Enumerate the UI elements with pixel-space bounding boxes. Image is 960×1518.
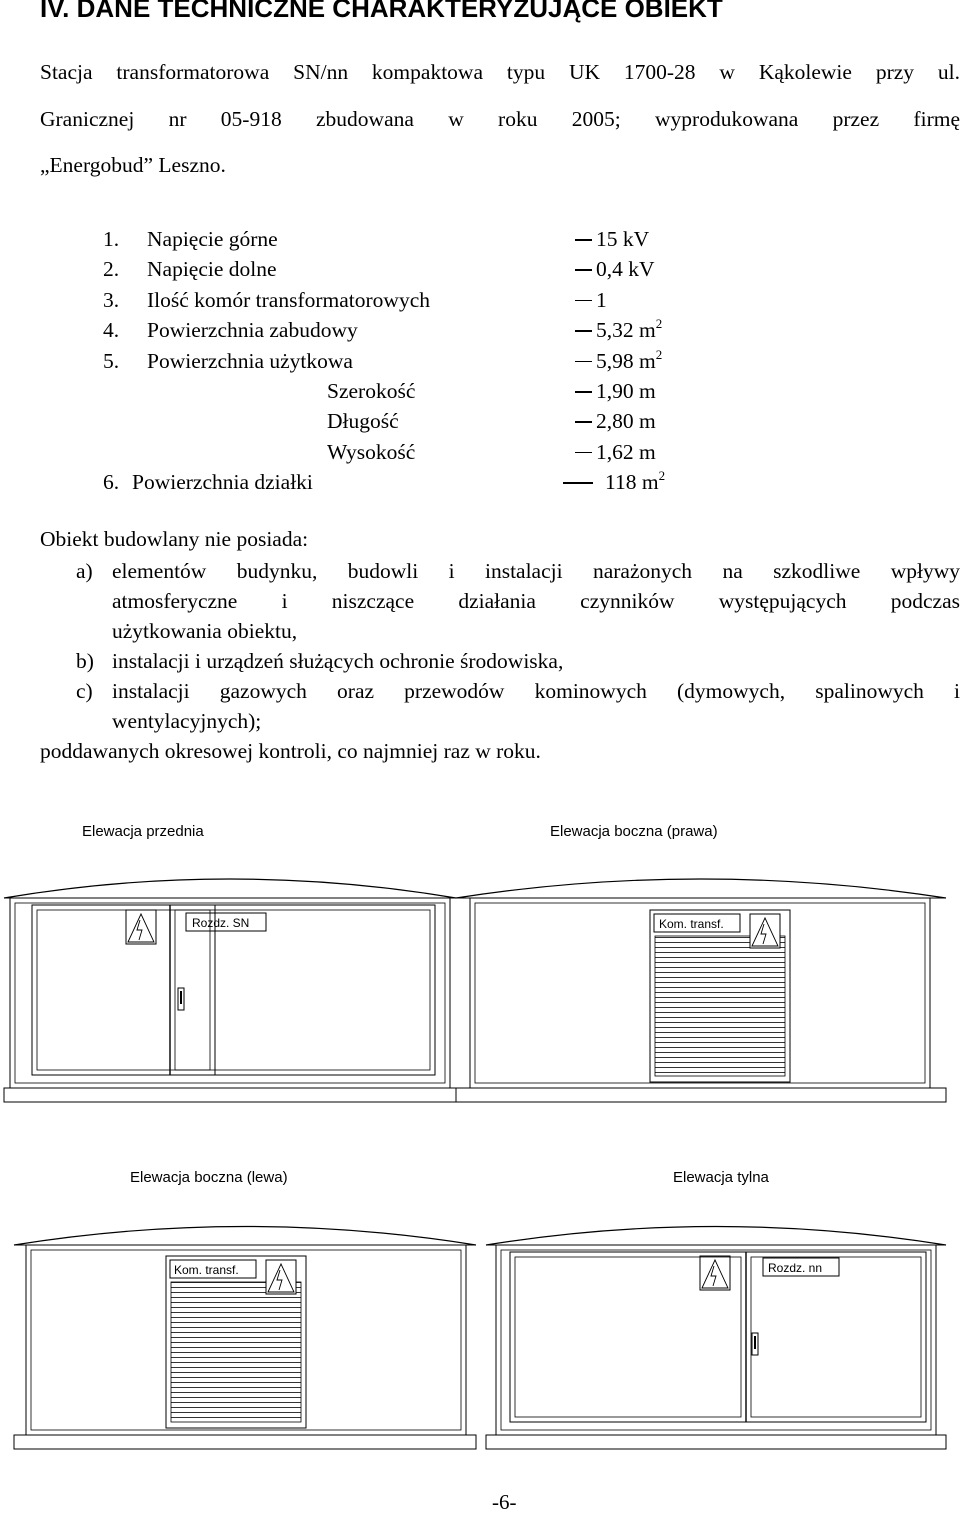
wall-inner xyxy=(15,903,445,1083)
spec-value-text: 2,80 m xyxy=(596,409,656,434)
roof-line xyxy=(456,879,946,898)
intro-line-1: Stacja transformatorowa SN/nn kompaktowa typu UK 1700-28 w Kąkolewie przy ul. xyxy=(40,60,960,84)
spec-value-text: 0,4 kV xyxy=(596,257,655,282)
door-label: Kom. transf. xyxy=(174,1263,239,1277)
door-panel xyxy=(746,1252,926,1422)
spec-value-text: 5,98 m xyxy=(596,348,656,373)
spec-value-text: 1 xyxy=(596,287,607,312)
list-item-line: atmosferyczne i niszczące działania czynników występujących podczas xyxy=(112,589,960,613)
left-side-elevation xyxy=(14,1169,476,1449)
door-panel xyxy=(510,1252,746,1422)
spec-value-superscript: 2 xyxy=(658,468,666,484)
list-marker: b) xyxy=(76,649,94,673)
warning-plate xyxy=(750,914,780,948)
spec-number: 5. xyxy=(103,348,120,373)
roof-line xyxy=(486,1227,946,1246)
closing-line: poddawanych okresowej kontroli, co najmniej raz w roku. xyxy=(40,739,541,763)
list-item-line: wentylacyjnych); xyxy=(112,709,262,733)
right-elevation-title: Elewacja boczna (prawa) xyxy=(550,823,718,840)
foundation-plinth xyxy=(456,1088,946,1102)
door-panel-inner xyxy=(175,910,430,1070)
section-heading: IV. DANE TECHNICZNE CHARAKTERYZUJĄCE OBIEKT xyxy=(40,0,723,23)
spec-value-text: 5,32 m xyxy=(596,318,656,343)
door-label: Kom. transf. xyxy=(659,917,724,931)
wall-outline xyxy=(496,1245,936,1435)
spec-label: Wysokość xyxy=(327,439,416,464)
foundation-plinth xyxy=(14,1435,476,1449)
door-panel-inner xyxy=(751,1257,921,1417)
spec-number: 2. xyxy=(103,257,120,282)
spec-label: Ilość komór transformatorowych xyxy=(147,287,431,312)
spec-value-superscript: 2 xyxy=(655,346,663,362)
louvre-grille xyxy=(655,936,785,1076)
door-label: Rozdz. nn xyxy=(768,1261,823,1275)
list-item-line: instalacji i urządzeń służących ochronie środowiska, xyxy=(112,649,564,673)
spec-value-text: 1,62 m xyxy=(596,439,656,464)
lightning-warning-icon xyxy=(702,1260,728,1288)
foundation-plinth xyxy=(486,1435,946,1449)
door-label: Rozdz. SN xyxy=(192,916,250,930)
lightning-bolt-icon xyxy=(711,1266,716,1286)
rear-elevation xyxy=(486,1169,946,1449)
spec-label: Powierzchnia zabudowy xyxy=(147,318,358,343)
spec-label: Długość xyxy=(327,409,399,434)
foundation-plinth xyxy=(4,1088,456,1102)
spec-value-text: 15 kV xyxy=(596,227,650,251)
list-item-line: elementów budynku, budowli i instalacji narażonych na szkodliwe wpływy xyxy=(112,559,960,583)
spec-label: Powierzchnia użytkowa xyxy=(147,348,353,373)
intro-line-2: Granicznej nr 05-918 zbudowana w roku 2005; wyprodukowana przez firmę xyxy=(40,106,960,131)
list-marker: c) xyxy=(76,679,93,703)
spec-number: 3. xyxy=(103,287,120,312)
spec-label: Napięcie górne xyxy=(147,227,278,251)
roof-line xyxy=(14,1227,476,1246)
spec-value-superscript: 2 xyxy=(655,316,663,332)
page-number: -6- xyxy=(492,1490,517,1514)
warning-plate xyxy=(126,910,156,944)
warning-plate xyxy=(700,1256,730,1290)
lightning-warning-icon xyxy=(128,914,154,942)
spec-number: 1. xyxy=(103,227,120,251)
lightning-bolt-icon xyxy=(137,920,142,940)
front-elevation-title: Elewacja przednia xyxy=(82,823,204,840)
spec-number: 4. xyxy=(103,318,120,343)
warning-plate xyxy=(266,1260,296,1294)
list-marker: a) xyxy=(76,559,93,583)
list-item-line: użytkowania obiektu, xyxy=(112,619,298,643)
roof-line xyxy=(4,879,456,898)
rear-elevation-title: Elewacja tylna xyxy=(673,1169,769,1186)
right-side-elevation xyxy=(456,823,946,1102)
list-item-line: instalacji gazowych oraz przewodów kominowych (dymowych, spalinowych i xyxy=(112,679,960,703)
spec-value-text: 1,90 m xyxy=(596,378,656,403)
left-elevation-title: Elewacja boczna (lewa) xyxy=(130,1169,288,1186)
front-elevation xyxy=(4,823,456,1102)
exclusions-heading: Obiekt budowlany nie posiada: xyxy=(40,527,309,551)
spec-value-text: 118 m xyxy=(605,470,659,495)
spec-label: Powierzchnia działki xyxy=(132,470,313,495)
intro-line-3: „Energobud” Leszno. xyxy=(40,153,226,177)
door-panel-inner xyxy=(515,1257,741,1417)
spec-number: 6. xyxy=(103,470,120,495)
spec-label: Napięcie dolne xyxy=(147,257,277,282)
spec-label: Szerokość xyxy=(327,378,416,403)
louvre-grille xyxy=(171,1282,301,1422)
